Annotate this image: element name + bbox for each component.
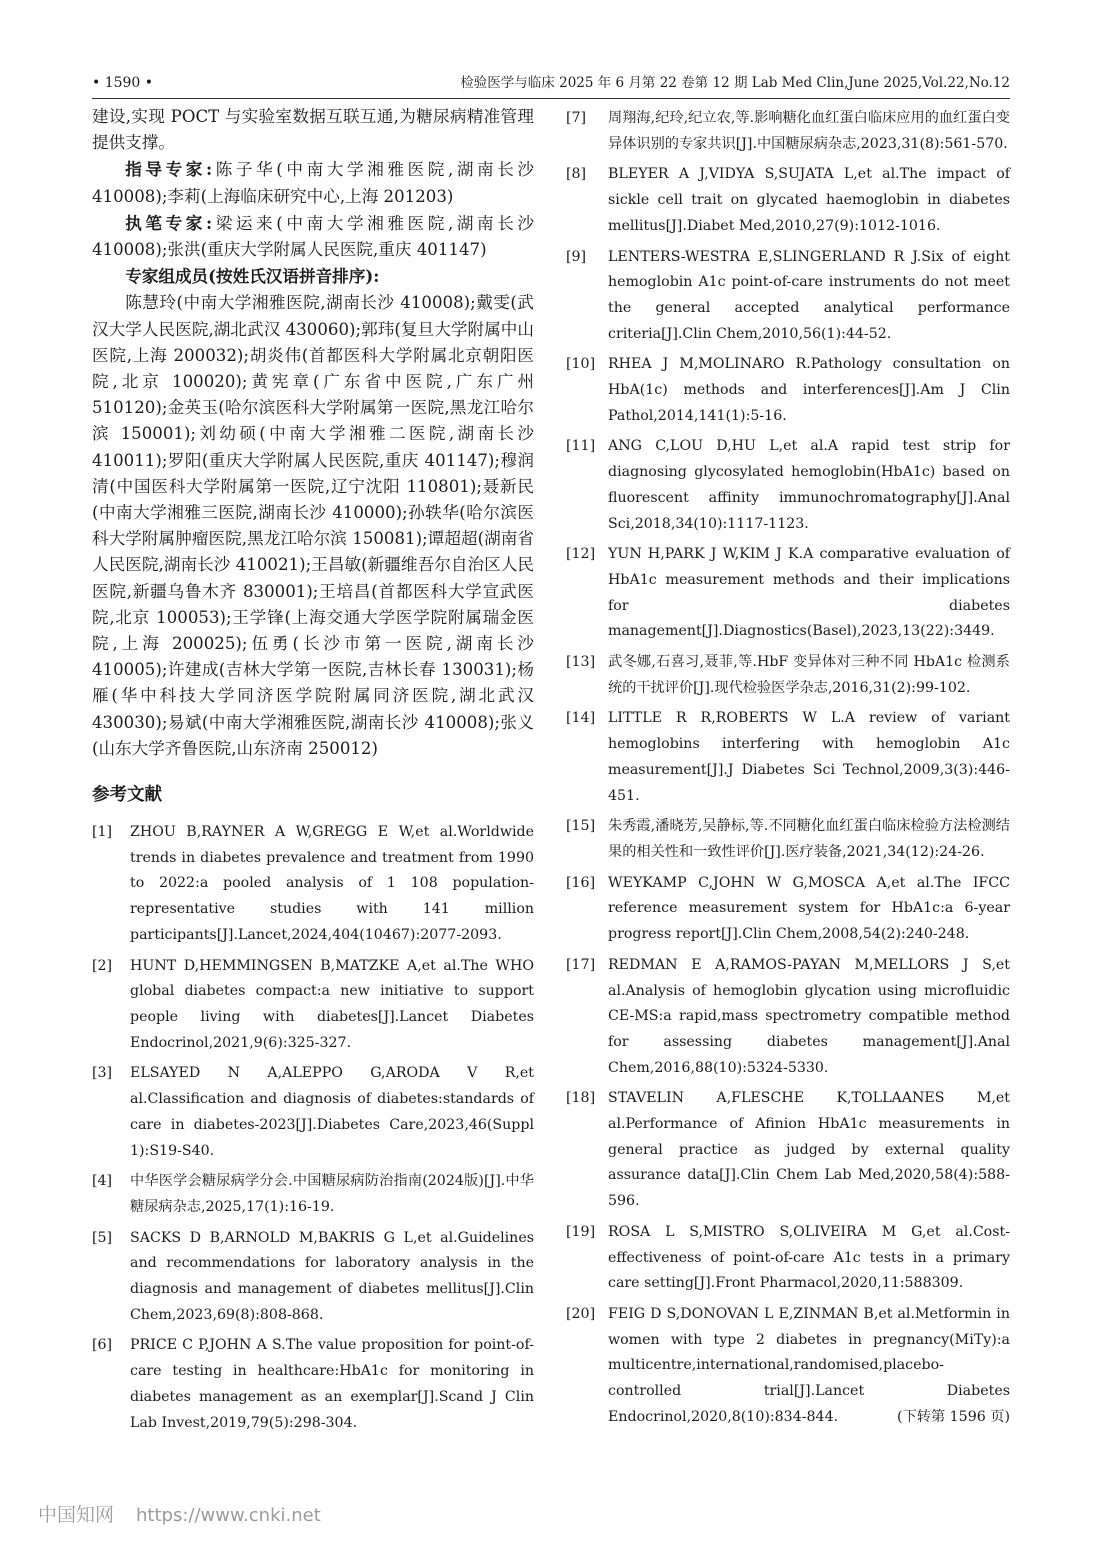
reference-number: [11]: [566, 438, 596, 455]
reference-text: SACKS D B,ARNOLD M,BAKRIS G L,et al.Guidelines and recommendations for laboratory analysis in the diagnosis and management of diabetes mellitus[J].Clin Chem,2023,69(8):808-868.: [130, 1229, 534, 1323]
watermark-url: https://www.cnki.net: [136, 1505, 321, 1526]
reference-text: YUN H,PARK J W,KIM J K.A comparative evaluation of HbA1c measurement methods and their implications for diabetes management[J].Diagnostics(Basel),2023,13(22):3449.: [608, 546, 1010, 640]
reference-number: [5]: [92, 1229, 113, 1246]
page-number: • 1590 •: [92, 75, 154, 91]
reference-item: [566, 871, 1010, 948]
cnki-watermark: [38, 1500, 321, 1527]
reference-number: [10]: [566, 356, 596, 373]
reference-number: [17]: [566, 956, 596, 973]
reference-item: [92, 1061, 534, 1164]
reference-number: [12]: [566, 546, 596, 563]
running-header: [92, 68, 1010, 99]
reference-text: WEYKAMP C,JOHN W G,MOSCA A,et al.The IFCC reference measurement system for HbA1c:a 6-year progress report[J].Clin Chem,2008,54(2):240-248.: [608, 874, 1010, 943]
reference-text: STAVELIN A,FLESCHE K,TOLLAANES M,et al.Performance of Afinion HbA1c measurements in general practice as judged by external quality assurance data[J].Clin Chem Lab Med,2020,58(4):588-596.: [608, 1090, 1010, 1210]
reference-text: 中华医学会糖尿病学分会.中国糖尿病防治指南(2024版)[J].中华糖尿病杂志,2025,17(1):16-19.: [130, 1173, 534, 1215]
reference-item: [566, 245, 1010, 348]
reference-item: [566, 1086, 1010, 1215]
reference-text: LENTERS-WESTRA E,SLINGERLAND R J.Six of eight hemoglobin A1c point-of-care instruments do not meet the general accepted analytical performance criteria[J].Clin Chem,2010,56(1):44-52.: [608, 248, 1010, 342]
reference-list-right: [566, 106, 1010, 1430]
guiding-experts-text: 陈子华(中南大学湘雅医院,湖南长沙 410008);李莉(上海临床研究中心,上海 201203): [92, 160, 534, 206]
members-label: 专家组成员(按姓氏汉语拼音排序):: [125, 266, 380, 287]
reference-item: [566, 106, 1010, 157]
reference-number: [16]: [566, 874, 596, 891]
guiding-experts-label: 指导专家:: [125, 159, 213, 180]
reference-item: [566, 1220, 1010, 1297]
reference-item: [566, 434, 1010, 537]
intro-tail-paragraph: 建设,实现 POCT 与实验室数据互联互通,为糖尿病精准管理提供支撑。: [92, 107, 534, 153]
reference-number: [1]: [92, 824, 113, 841]
reference-item: [92, 1333, 534, 1436]
reference-item: [92, 1169, 534, 1220]
reference-number: [15]: [566, 818, 596, 835]
reference-item: [566, 650, 1010, 701]
reference-text: 周翔海,纪玲,纪立农,等.影响糖化血红蛋白临床应用的血红蛋白变异体识别的专家共识[J].中国糖尿病杂志,2023,31(8):561-570.: [608, 110, 1010, 152]
reference-text: LITTLE R R,ROBERTS W L.A review of variant hemoglobins interfering with hemoglobin A1c measurement[J].J Diabetes Sci Technol,2009,3(3):446-451.: [608, 710, 1010, 804]
writing-experts-paragraph: [92, 210, 534, 263]
reference-text: ZHOU B,RAYNER A W,GREGG E W,et al.Worldwide trends in diabetes prevalence and treatment from 1990 to 2022:a pooled analysis of 1 108 population-representative studies with 141 million participants[J].Lancet,2024,404(10467):2077-2093.: [130, 824, 534, 943]
reference-number: [3]: [92, 1065, 113, 1082]
reference-text: HUNT D,HEMMINGSEN B,MATZKE A,et al.The WHO global diabetes compact:a new initiative to support people living with diabetes[J].Lancet Diabetes Endocrinol,2021,9(6):325-327.: [130, 957, 534, 1051]
reference-item: [566, 706, 1010, 809]
members-label-paragraph: [92, 263, 534, 290]
left-column: [92, 104, 534, 1441]
watermark-brand: 中国知网: [38, 1504, 115, 1526]
reference-item: [92, 954, 534, 1057]
writing-experts-label: 执笔专家:: [125, 212, 213, 233]
reference-item: [566, 953, 1010, 1082]
reference-number: [13]: [566, 654, 596, 671]
writing-experts-text: 梁运来(中南大学湘雅医院,湖南长沙 410008);张洪(重庆大学附属人民医院,重庆 401147): [92, 213, 534, 260]
reference-number: [18]: [566, 1090, 596, 1107]
reference-item: [92, 1226, 534, 1329]
reference-text: REDMAN E A,RAMOS-PAYAN M,MELLORS J S,et al.Analysis of hemoglobin glycation using microfluidic CE-MS:a rapid,mass spectrometry compatible method for assessing diabetes management[J].Anal Chem,2016,88(10):5324-5330.: [608, 956, 1010, 1076]
reference-number: [9]: [566, 248, 587, 265]
members-list-paragraph: 陈慧玲(中南大学湘雅医院,湖南长沙 410008);戴雯(武汉大学人民医院,湖北武汉 430060);郭玮(复旦大学附属中山医院,上海 200032);胡炎伟(首都医科大学附属北京朝阳医院,北京 100020);黄宪章(广东省中医院,广东广州 510120);金英玉(哈尔滨医科大学附属第一医院,黑龙江哈尔滨 150001);刘幼硕(中南大学湘雅二医院,湖南长沙 410011);罗阳(重庆大学附属人民医院,重庆 401147);穆润清(中国医科大学附属第一医院,辽宁沈阳 110801);聂新民(中南大学湘雅三医院,湖南长沙 410000);孙轶华(哈尔滨医科大学附属肿瘤医院,黑龙江哈尔滨 150081);谭超超(湖南省人民医院,湖南长沙 410021);王昌敏(新疆维吾尔自治区人民医院,新疆乌鲁木齐 830001);王培昌(首都医科大学宣武医院,北京 100053);王学锋(上海交通大学医学院附属瑞金医院,上海 200025);伍勇(长沙市第一医院,湖南长沙 410005);许建成(吉林大学第一医院,吉林长春 130031);杨雁(华中科技大学同济医学院附属同济医院,湖北武汉 430030);易斌(中南大学湘雅医院,湖南长沙 410008);张义(山东大学齐鲁医院,山东济南 250012): [92, 293, 534, 758]
reference-item: [566, 352, 1010, 429]
reference-list-left: [92, 820, 534, 1436]
reference-item: [566, 162, 1010, 239]
reference-text: ELSAYED N A,ALEPPO G,ARODA V R,et al.Classification and diagnosis of diabetes:standards of care in diabetes-2023[J].Diabetes Care,2023,46(Suppl 1):S19-S40.: [130, 1065, 534, 1159]
journal-info: 检验医学与临床 2025 年 6 月第 22 卷第 12 期 Lab Med Clin,June 2025,Vol.22,No.12: [460, 75, 1010, 91]
right-column: [566, 106, 1010, 1430]
reference-text: ANG C,LOU D,HU L,et al.A rapid test strip for diagnosing glycosylated hemoglobin(HbA1c) based on fluorescent affinity immunochromatography[J].Anal Sci,2018,34(10):1117-1123.: [608, 438, 1010, 532]
reference-text: RHEA J M,MOLINARO R.Pathology consultation on HbA(1c) methods and interferences[J].Am J Clin Pathol,2014,141(1):5-16.: [608, 356, 1010, 424]
reference-number: [8]: [566, 166, 587, 183]
reference-text: FEIG D S,DONOVAN L E,ZINMAN B,et al.Metformin in women with type 2 diabetes in pregnancy(MiTy):a multicentre,international,randomised,placebo-controlled trial[J].Lancet Diabetes Endocrinol,2020,8(10):834-844.: [608, 1305, 1010, 1425]
reference-item: [92, 820, 534, 949]
reference-number: [14]: [566, 710, 596, 727]
reference-item: [566, 542, 1010, 645]
reference-text: ROSA L S,MISTRO S,OLIVEIRA M G,et al.Cost-effectiveness of point-of-care A1c tests in a primary care setting[J].Front Pharmacol,2020,11:588309.: [608, 1223, 1010, 1292]
reference-number: [20]: [566, 1305, 596, 1322]
reference-number: [6]: [92, 1337, 113, 1354]
reference-text: 武冬娜,石喜习,聂菲,等.HbF 变异体对三种不同 HbA1c 检测系统的干扰评价[J].现代检验医学杂志,2016,31(2):99-102.: [608, 654, 1010, 696]
reference-item: [566, 1302, 1010, 1431]
reference-number: [7]: [566, 110, 587, 126]
guiding-experts-paragraph: [92, 156, 534, 209]
reference-number: [2]: [92, 957, 113, 974]
reference-item: [566, 814, 1010, 865]
references-heading: 参考文献: [92, 785, 162, 806]
reference-text: PRICE C P,JOHN A S.The value proposition for point-of-care testing in healthcare:HbA1c for monitoring in diabetes management as an exemplar[J].Scand J Clin Lab Invest,2019,79(5):298-304.: [130, 1337, 534, 1431]
reference-text: BLEYER A J,VIDYA S,SUJATA L,et al.The impact of sickle cell trait on glycated haemoglobin in diabetes mellitus[J].Diabet Med,2010,27(9):1012-1016.: [608, 166, 1010, 234]
reference-text: 朱秀霞,潘晓芳,吴静标,等.不同糖化血红蛋白临床检验方法检测结果的相关性和一致性评价[J].医疗装备,2021,34(12):24-26.: [608, 818, 1010, 860]
reference-number: [19]: [566, 1223, 596, 1240]
continued-note: (下转第 1596 页): [897, 1409, 1010, 1426]
reference-number: [4]: [92, 1173, 113, 1190]
